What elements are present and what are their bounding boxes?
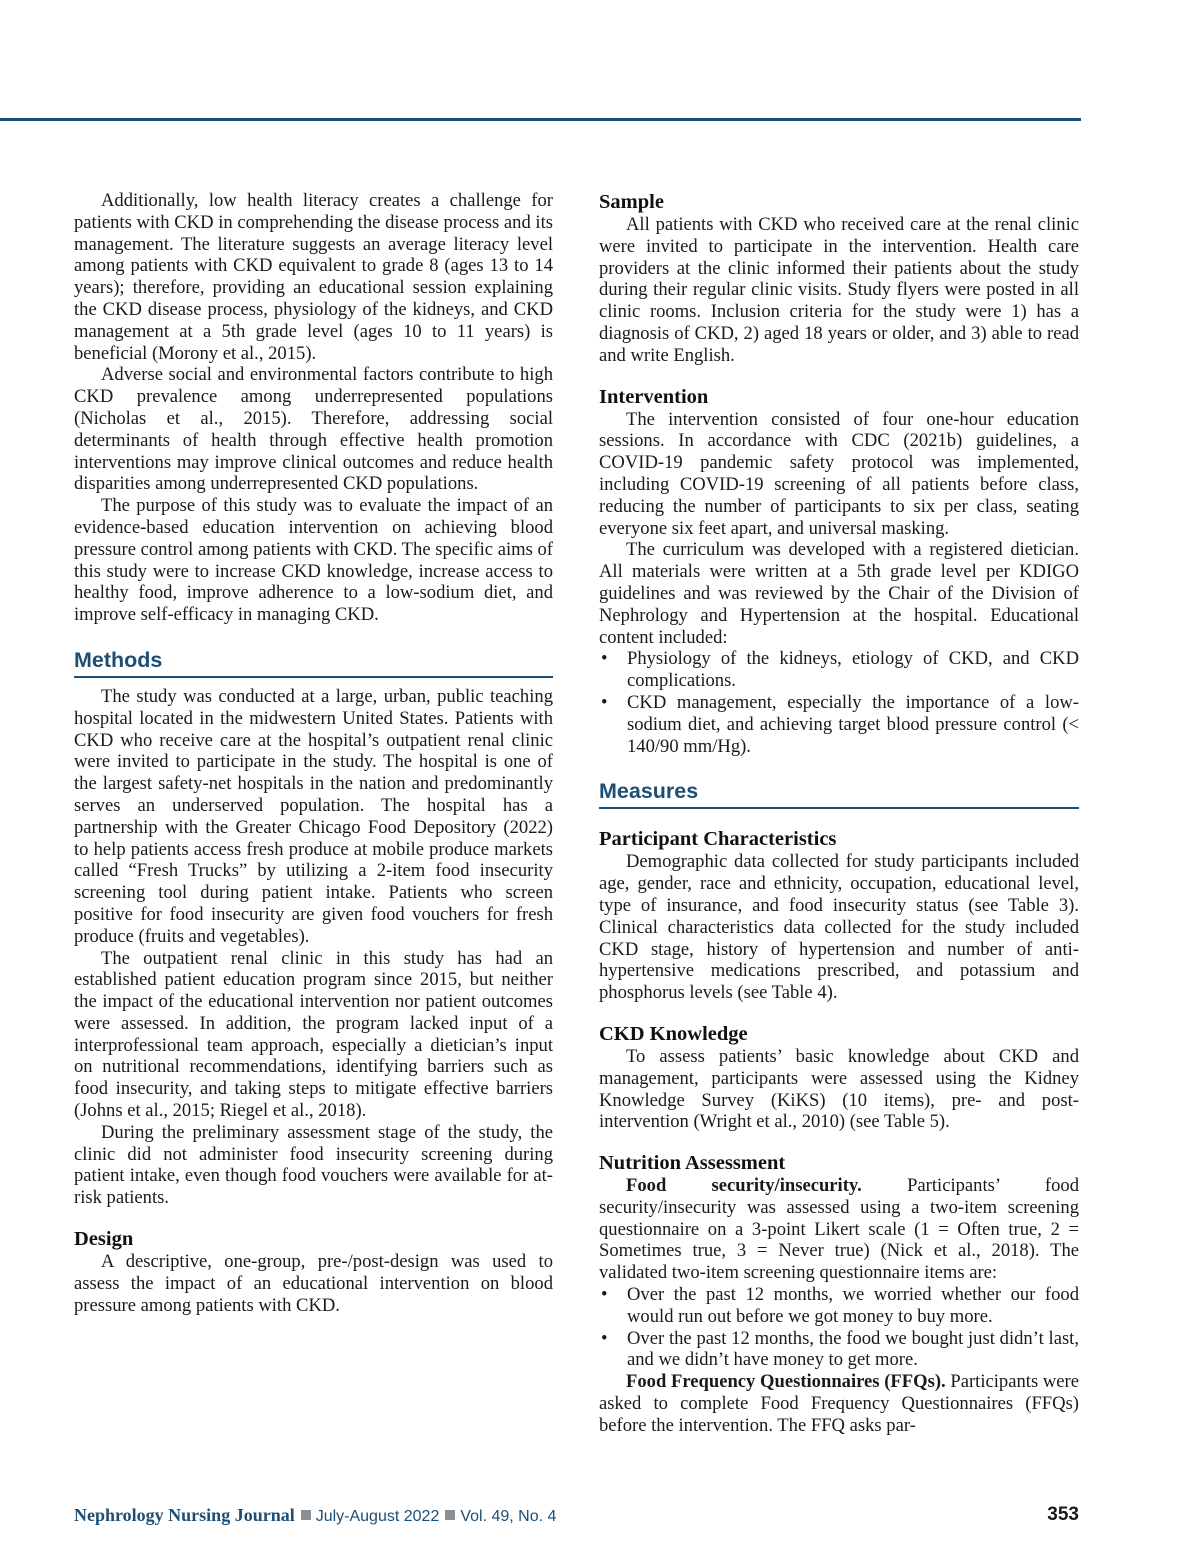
intervention-heading: Intervention [599, 385, 709, 408]
right-column [599, 190, 1079, 1437]
sample-paragraph: All patients with CKD who received care at the renal clinic were invited to participate in the intervention. Health care providers at the clinic informed their patients about the study during their regular clinic visits. Study flyers were posted in all clinic rooms. Inclusion criteria for the study were 1) has a diagnosis of CKD, 2) aged 18 years or older, and 3) able to read and write English. [599, 214, 1079, 366]
screening-items-list [599, 1284, 1079, 1371]
intro-paragraph-1: Additionally, low health literacy creates a challenge for patients with CKD in comprehending the disease process and its management. The literature suggests an average literacy level among patients with CKD equivalent to grade 8 (ages 13 to 14 years); therefore, providing an educational session explaining the CKD disease process, physiology of the kidneys, and CKD management at a 5th grade level (ages 10 to 11 years) is beneficial (Morony et al., 2015). [74, 190, 553, 364]
methods-paragraph-1: The study was conducted at a large, urban, public teaching hospital located in the midwestern United States. Patients with CKD who receive care at the hospital’s outpatient renal clinic were invited to participate in the study. The hospital is one of the largest safety-net hospitals in the nation and predominantly serves an underserved population. The hospital has a partnership with the Greater Chicago Food Depository (2022) to help patients access fresh produce at mobile produce markets called “Fresh Trucks” by utilizing a 2-item food insecurity screening tool during patient intake. Patients who screen positive for food insecurity are given food vouchers for fresh produce (fruits and vegetables). [74, 685, 553, 947]
methods-paragraph-2: The outpatient renal clinic in this study has had an established patient education program since 2015, but neither the impact of the educational intervention nor patient outcomes were assessed. In addition, the program lacked input of a interprofessional team approach, especially a dietician’s input on nutritional recommendations, identifying barriers such as food insecurity, and taking steps to mitigate effective barriers (Johns et al., 2015; Riegel et al., 2018). [74, 947, 553, 1122]
food-security-runin: Food security/insecurity. [626, 1175, 862, 1197]
separator-square [301, 1510, 311, 1520]
ffq-text: Participants were asked to complete Food Frequency Questionnaires (FFQs) before the intervention. The FFQ asks par- [599, 1371, 1079, 1436]
ckd-knowledge-paragraph: To assess patients’ basic knowledge about CKD and management, participants were assessed using the Kidney Knowledge Survey (KiKS) (10 items), pre- and post-intervention (Wright et al., 2010) (see Table 5). [599, 1045, 1079, 1133]
issue-date: July-August 2022 [315, 1508, 440, 1525]
design-paragraph: A descriptive, one-group, pre-/post-design was used to assess the impact of an educational intervention on blood pressure among patients with CKD. [74, 1251, 553, 1316]
nutrition-assessment-heading: Nutrition Assessment [599, 1152, 786, 1175]
left-column [74, 190, 553, 1316]
intro-paragraph-3: The purpose of this study was to evaluate the impact of an evidence-based education intervention on achieving blood pressure control among patients with CKD. The specific aims of this study were to increase CKD knowledge, increase access to healthy food, improve adherence to a low-sodium diet, and improve self-efficacy in managing CKD. [74, 495, 553, 626]
methods-paragraph-3: During the preliminary assessment stage of the study, the clinic did not administer food insecurity screening during patient intake, even though food vouchers were available for at-risk patients. [74, 1121, 553, 1209]
list-item: • Physiology of the kidneys, etiology of CKD, and CKD complications. [599, 648, 1079, 692]
ckd-knowledge-heading: CKD Knowledge [599, 1022, 748, 1045]
volume-number: Vol. 49, No. 4 [460, 1508, 557, 1525]
methods-heading: Methods [74, 646, 553, 678]
design-heading: Design [74, 1228, 134, 1251]
food-security-text: Participants’ food security/insecurity was assessed using a two-item screening questionnaire on a 3-point Likert scale (1 = Often true, 2 = Sometimes true, 3 = Never true) (Nick et al., 2018). The validated two-item screening questionnaire items are: [599, 1175, 1080, 1284]
intro-paragraph-2: Adverse social and environmental factors contribute to high CKD prevalence among underrepresented populations (Nicholas et al., 2015). Therefore, addressing social determinants of health through effective health promotion interventions may improve clinical outcomes and reduce health disparities among underrepresented CKD populations. [74, 364, 553, 495]
intervention-paragraph-1: The intervention consisted of four one-hour education sessions. In accordance with CDC (2021b) guidelines, a COVID-19 pandemic safety protocol was implemented, including COVID-19 screening of all patients before class, reducing the number of participants to six per class, seating everyone six feet apart, and universal masking. [599, 408, 1079, 539]
page-number: 353 [1047, 1504, 1079, 1525]
header-rule [0, 118, 1081, 121]
ffq-paragraph [599, 1371, 1079, 1436]
list-item: • Over the past 12 months, the food we bought just didn’t last, and we didn’t have money to get more. [599, 1328, 1079, 1372]
ffq-runin: Food Frequency Questionnaires (FFQs). [626, 1371, 946, 1393]
sample-heading: Sample [599, 191, 664, 213]
list-item: • CKD management, especially the importance of a low-sodium diet, and achieving target blood pressure control (< 140/90 mm/Hg). [599, 692, 1079, 757]
page-footer [74, 1503, 1079, 1527]
intervention-paragraph-2: The curriculum was developed with a registered dietician. All materials were written at a 5th grade level per KDIGO guidelines and was reviewed by the Chair of the Division of Nephrology and Hypertension at the hospital. Educational content included: [599, 539, 1079, 648]
list-item: • Over the past 12 months, we worried whether our food would run out before we got money to buy more. [599, 1284, 1079, 1328]
separator-square [445, 1510, 455, 1520]
journal-name: Nephrology Nursing Journal [74, 1505, 295, 1525]
food-security-paragraph [599, 1175, 1079, 1284]
measures-heading: Measures [599, 777, 1079, 809]
participant-characteristics-heading: Participant Characteristics [599, 828, 837, 851]
participant-characteristics-paragraph: Demographic data collected for study participants included age, gender, race and ethnicity, occupation, educational level, type of insurance, and food insecurity status (see Table 3). Clinical characteristics data collected for the study included CKD stage, history of hypertension and number of anti-hypertensive medications prescribed, and potassium and phosphorus levels (see Table 4). [599, 851, 1079, 1004]
content-list [599, 648, 1079, 757]
